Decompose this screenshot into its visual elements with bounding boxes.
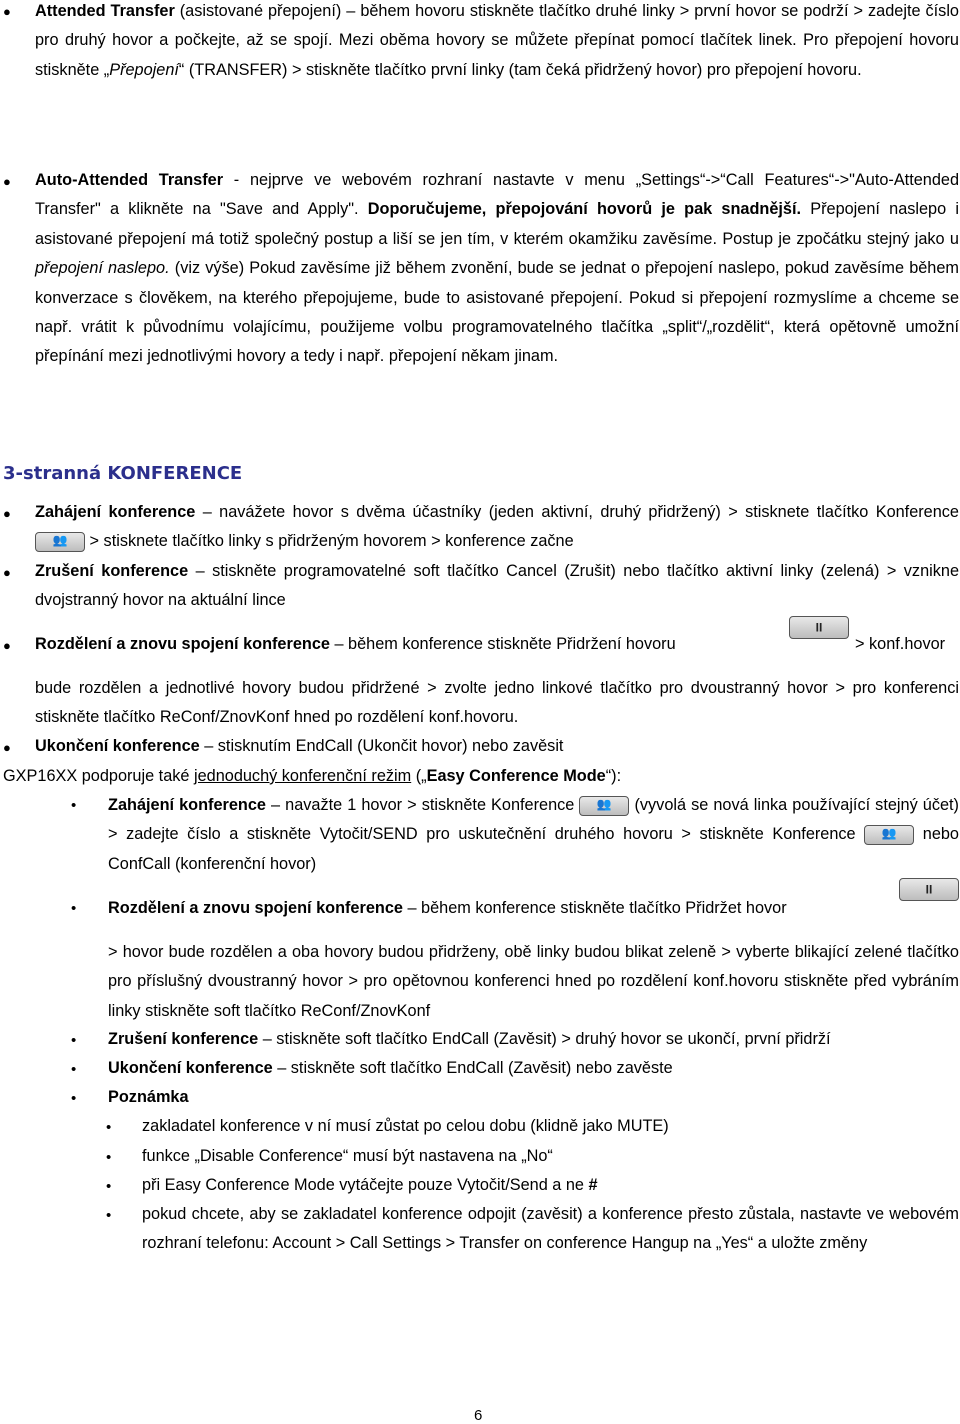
bullet-note-4: • — [106, 1207, 112, 1224]
text: - nejprve ve webovém rozhraní nastavte v menu „Settings“->“Call Features“->"Auto-Attended Transfer" a klikněte na "Save and Apply". — [35, 171, 959, 219]
text-konf-hovor: > konf.hovor — [855, 635, 946, 653]
bullet-note-2: • — [106, 1149, 112, 1166]
text: Přepojení naslepo i asistované přepojení má totiž společný postup a liší se jen tím, v kterém okamžiku zavěsíme. Postup je zpočátku stejný jako u — [35, 200, 959, 248]
bullet-auto: ● — [3, 174, 11, 189]
bullet-note: • — [71, 1090, 77, 1107]
term-attended-transfer: Attended Transfer — [35, 2, 175, 20]
bullet-conf-cancel: ● — [3, 565, 11, 580]
text: > stisknete tlačítko linky s přidrženým hovorem > konference začne — [85, 532, 574, 551]
paragraph-conf-start — [35, 498, 959, 557]
note-item-2: funkce „Disable Conference“ musí být nastavena na „No“ — [142, 1147, 553, 1165]
paragraph-easy-conference-intro — [3, 762, 959, 791]
term-ukonceni-easy: Ukončení konference — [108, 1059, 273, 1077]
hold-icon — [899, 878, 959, 901]
text: “ (TRANSFER) > stiskněte tlačítko první linky (tam čeká přidržený hovor) pro přepojení hovoru. — [178, 60, 862, 79]
bullet-easy-cancel: • — [71, 1032, 77, 1049]
term-ukonceni: Ukončení konference — [35, 737, 200, 755]
bullet-conf-start: ● — [3, 506, 11, 521]
term-easy-mode-cz: jednoduchý konferenční režim — [193, 767, 412, 785]
conference-icon — [579, 796, 629, 816]
paragraph-easy-split-continued: > hovor bude rozdělen a oba hovory budou přidrženy, obě linky budou blikat zeleně > vyberte blikající zelené tlačítko pro příslušný dvoustranný hovor > pro opětovnou konferenci hned po rozdělení konf.hovoru stiskněte před vybráním linky stiskněte soft tlačítko ReConf/ZnovKonf — [108, 943, 959, 1020]
term-zahajeni: Zahájení konference — [35, 503, 196, 521]
text: – během konference stiskněte Přidržení hovoru — [329, 635, 676, 653]
bullet-conf-end: ● — [3, 740, 11, 755]
text: – stiskněte soft tlačítko EndCall (Zavěsit) > druhý hovor se ukončí, první přidrží — [258, 1030, 831, 1048]
bullet-easy-end: • — [71, 1061, 77, 1078]
note-item-1: zakladatel konference v ní musí zůstat po celou dobu (klidně jako MUTE) — [142, 1117, 669, 1135]
bullet-attended: ● — [3, 4, 11, 19]
text: Poznámka — [108, 1088, 189, 1106]
term-auto-attended-transfer: Auto-Attended Transfer — [35, 171, 224, 189]
term-rozdeleni-easy: Rozdělení a znovu spojení konference — [108, 899, 403, 917]
text: – navažte 1 hovor > stiskněte Konference — [265, 796, 580, 814]
text: – navážete hovor s dvěma účastníky (jeden aktivní, druhý přidržený) > stisknete tlačítko Konference — [195, 503, 959, 521]
term-zruseni: Zrušení konference — [35, 562, 189, 580]
text: („ — [411, 767, 427, 785]
note-heading — [108, 1083, 959, 1112]
conference-icon — [864, 825, 914, 845]
text: při Easy Conference Mode vytáčejte pouze Vytočit/Send a ne — [142, 1176, 589, 1194]
term-rozdeleni: Rozdělení a znovu spojení konference — [35, 635, 330, 653]
text: GXP16XX podporuje také — [3, 767, 194, 785]
text: – během konference stiskněte tlačítko Přidržet hovor — [402, 899, 787, 917]
term-prepojeni: Přepojení — [109, 60, 179, 79]
bullet-note-3: • — [106, 1178, 112, 1195]
paragraph-easy-cancel — [108, 1025, 959, 1054]
bullet-easy-start: • — [71, 797, 77, 814]
term-zahajeni-easy: Zahájení konference — [108, 796, 266, 814]
paragraph-auto-attended-transfer — [35, 166, 959, 372]
text: # — [588, 1176, 598, 1194]
bullet-note-1: • — [106, 1119, 112, 1136]
term-prepojeni-naslepo: přepojení naslepo. — [35, 259, 170, 278]
term-easy-conference-mode: Easy Conference Mode — [426, 767, 606, 785]
text: (asistované přepojení) – během hovoru stiskněte tlačítko druhé linky > první hovor se podrží > zadejte číslo pro druhý hovor a počkejte, až se spojí. Mezi oběma hovory se můžete přepínat pomocí tlačítek linek. Pro přepojení hovoru stiskněte „ — [35, 2, 959, 79]
page-number: 6 — [474, 1407, 483, 1424]
recommendation: Doporučujeme, přepojování hovorů je pak snadnější. — [367, 200, 802, 219]
note-item-3 — [142, 1171, 959, 1200]
text: (viz výše) Pokud zavěsíme již během zvonění, bude se jednat o přepojení naslepo, pokud zavěsíme během konverzace s člověkem, na kterého přepojujeme, bude to asistované přepojení. Pokud si přepojení rozmyslíme a chceme se např. vrátit k původnímu volajícímu, použijeme volbu programovatelného tlačítka „split“/„rozdělit“, která opětovně umožní přepínání mezi jednotlivými hovory a tedy i např. přepojení někam jinam. — [35, 259, 959, 366]
paragraph-conf-split-continued: bude rozdělen a jednotlivé hovory budou přidržené > zvolte jedno linkové tlačítko pro dvoustranný hovor > pro konferenci stiskněte tlačítko ReConf/ZnovKonf hned po rozdělení konf.hovoru. — [35, 679, 959, 727]
text: nebo ConfCall (konferenční hovor) — [108, 825, 959, 873]
paragraph-easy-start — [108, 791, 959, 879]
paragraph-easy-end — [108, 1054, 959, 1083]
paragraph-easy-split — [108, 894, 959, 923]
text: (vyvolá se nová linka používající stejný účet) > zadejte číslo a stiskněte Vytočit/SEND pro uskutečnění druhého hovoru > stiskněte Konference — [108, 796, 959, 844]
bullet-conf-split: ● — [3, 638, 11, 653]
text: – stiskněte programovatelné soft tlačítko Cancel (Zrušit) nebo tlačítko aktivní linky (zelená) > vznikne dvojstranný hovor na aktuální lince — [35, 562, 959, 610]
conference-icon — [35, 532, 85, 552]
paragraph-conf-end — [35, 732, 959, 761]
term-zruseni-easy: Zrušení konference — [108, 1030, 259, 1048]
text: – stisknutím EndCall (Ukončit hovor) nebo zavěsit — [199, 737, 564, 755]
paragraph-attended-transfer — [35, 0, 959, 85]
text: “): — [605, 767, 622, 785]
section-heading: 3-stranná KONFERENCE — [3, 463, 243, 484]
bullet-easy-split: • — [71, 900, 77, 917]
note-item-4: pokud chcete, aby se zakladatel konference odpojit (zavěsit) a konference přesto zůstala, nastavte ve webovém rozhraní telefonu: Account > Call Settings > Transfer on conference Hangup na „Yes“ a uložte změny — [142, 1205, 959, 1253]
paragraph-conf-cancel — [35, 557, 959, 616]
text: – stiskněte soft tlačítko EndCall (Zavěsit) nebo zavěste — [272, 1059, 673, 1077]
hold-icon — [789, 616, 849, 639]
